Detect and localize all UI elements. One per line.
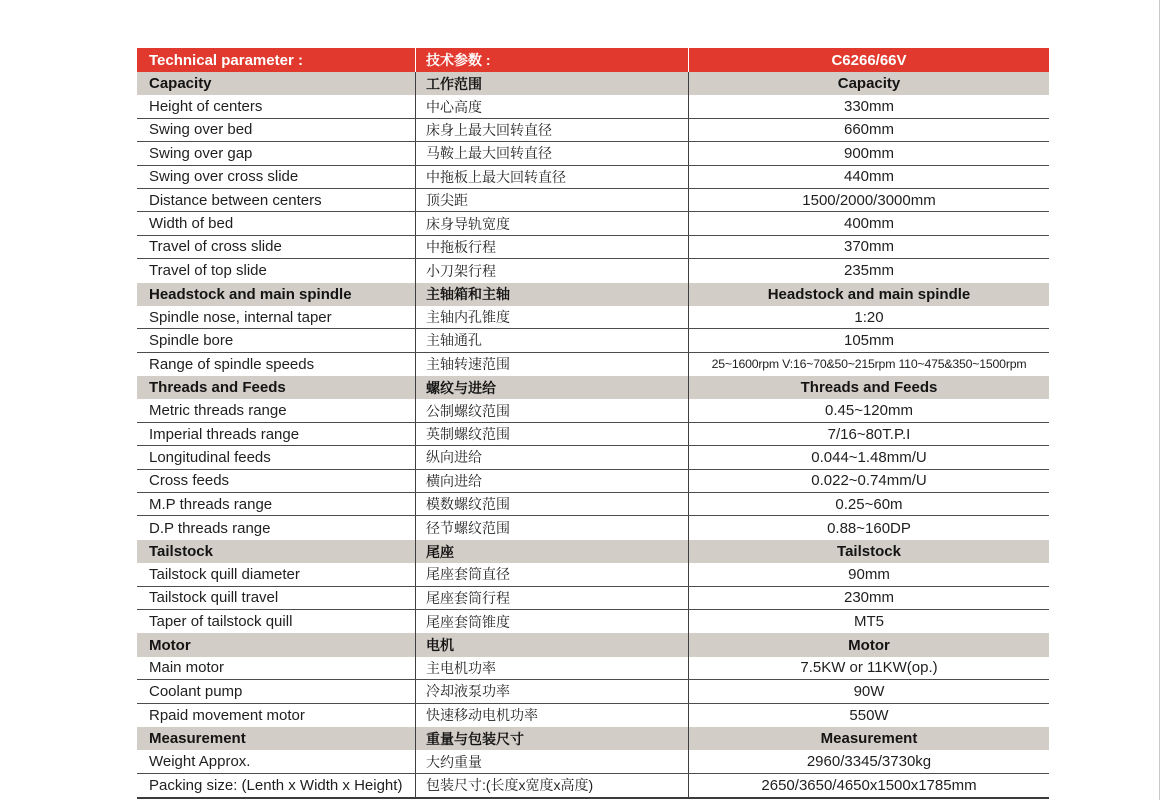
section-row bbox=[137, 540, 1049, 563]
param-value: 2650/3650/4650x1500x1785mm bbox=[688, 774, 1049, 797]
param-name-en: Longitudinal feeds bbox=[149, 448, 271, 466]
table-row bbox=[137, 704, 1049, 727]
param-value: 7/16~80T.P.I bbox=[688, 423, 1049, 445]
param-name-cn: 工作范围 bbox=[415, 72, 688, 95]
param-name-cn: 大约重量 bbox=[415, 750, 688, 772]
param-value: Threads and Feeds bbox=[688, 376, 1049, 399]
param-name-en: Swing over bed bbox=[149, 121, 253, 139]
section-row bbox=[137, 72, 1049, 95]
param-name-cn: 尾座套筒行程 bbox=[415, 587, 688, 609]
param-name-cn: 床身导轨宽度 bbox=[415, 212, 688, 234]
param-name-en: Swing over cross slide bbox=[149, 168, 299, 186]
param-name-cn: 主轴通孔 bbox=[415, 329, 688, 351]
table-row bbox=[137, 587, 1049, 610]
param-value: 235mm bbox=[688, 259, 1049, 282]
param-name-en: Threads and Feeds bbox=[149, 379, 286, 397]
param-name-cn: 小刀架行程 bbox=[415, 259, 688, 282]
param-name-en: Packing size: (Lenth x Width x Height) bbox=[149, 776, 403, 794]
table-row bbox=[137, 259, 1049, 282]
header-col-model: C6266/66V bbox=[688, 48, 1049, 72]
param-value: 2960/3345/3730kg bbox=[688, 750, 1049, 772]
page-edge-line bbox=[1159, 0, 1160, 800]
param-name-en: Coolant pump bbox=[149, 682, 243, 700]
param-value: 0.044~1.48mm/U bbox=[688, 446, 1049, 468]
table-row bbox=[137, 212, 1049, 235]
param-value: 0.45~120mm bbox=[688, 399, 1049, 421]
param-name-en: Taper of tailstock quill bbox=[149, 613, 293, 631]
param-name-cn: 床身上最大回转直径 bbox=[415, 119, 688, 141]
table-row bbox=[137, 657, 1049, 680]
param-name-cn: 尾座 bbox=[415, 540, 688, 563]
param-value: 230mm bbox=[688, 587, 1049, 609]
table-row bbox=[137, 95, 1049, 118]
param-value: 330mm bbox=[688, 95, 1049, 117]
section-row bbox=[137, 376, 1049, 399]
param-value: Tailstock bbox=[688, 540, 1049, 563]
param-name-en: Tailstock quill diameter bbox=[149, 565, 300, 583]
param-name-cn: 尾座套筒直径 bbox=[415, 563, 688, 585]
param-name-cn: 模数螺纹范围 bbox=[415, 493, 688, 515]
param-name-cn: 螺纹与进给 bbox=[415, 376, 688, 399]
table-row bbox=[137, 750, 1049, 773]
param-name-en: Imperial threads range bbox=[149, 425, 300, 443]
param-name-cn: 电机 bbox=[415, 633, 688, 656]
table-row bbox=[137, 446, 1049, 469]
param-name-cn: 横向进给 bbox=[415, 470, 688, 492]
table-row bbox=[137, 142, 1049, 165]
param-name-en: Motor bbox=[149, 636, 191, 654]
param-value: 550W bbox=[688, 704, 1049, 727]
param-name-cn: 主轴内孔锥度 bbox=[415, 306, 688, 328]
param-value: 660mm bbox=[688, 119, 1049, 141]
param-value: MT5 bbox=[688, 610, 1049, 633]
param-name-cn: 重量与包装尺寸 bbox=[415, 727, 688, 750]
param-name-cn: 中拖板上最大回转直径 bbox=[415, 166, 688, 188]
param-value: 400mm bbox=[688, 212, 1049, 234]
param-name-cn: 主轴箱和主轴 bbox=[415, 283, 688, 306]
table-row bbox=[137, 563, 1049, 586]
param-name-en: Travel of cross slide bbox=[149, 238, 282, 256]
table-row bbox=[137, 119, 1049, 142]
table-row bbox=[137, 236, 1049, 259]
table-row bbox=[137, 353, 1049, 376]
table-row bbox=[137, 516, 1049, 539]
param-name-cn: 顶尖距 bbox=[415, 189, 688, 211]
param-value: 0.022~0.74mm/U bbox=[688, 470, 1049, 492]
param-name-en: Tailstock quill travel bbox=[149, 589, 279, 607]
param-name-cn: 主轴转速范围 bbox=[415, 353, 688, 376]
table-header-row bbox=[137, 48, 1049, 72]
param-value: Measurement bbox=[688, 727, 1049, 750]
param-name-cn: 径节螺纹范围 bbox=[415, 516, 688, 539]
param-name-cn: 中心高度 bbox=[415, 95, 688, 117]
param-name-cn: 尾座套筒锥度 bbox=[415, 610, 688, 633]
param-name-en: Spindle nose, internal taper bbox=[149, 308, 332, 326]
table-row bbox=[137, 189, 1049, 212]
param-name-en: D.P threads range bbox=[149, 519, 271, 537]
param-value: 1:20 bbox=[688, 306, 1049, 328]
param-value: Motor bbox=[688, 633, 1049, 656]
header-col-cn: 技术参数 : bbox=[415, 48, 688, 72]
param-name-en: M.P threads range bbox=[149, 495, 273, 513]
table-body bbox=[137, 72, 1049, 797]
table-row bbox=[137, 680, 1049, 703]
param-value: 25~1600rpm V:16~70&50~215rpm 110~475&350~1500rpm bbox=[688, 353, 1049, 376]
table-row bbox=[137, 774, 1049, 797]
table-row bbox=[137, 306, 1049, 329]
param-name-en: Tailstock bbox=[149, 543, 213, 560]
table-row bbox=[137, 399, 1049, 422]
param-value: 900mm bbox=[688, 142, 1049, 164]
param-name-en: Travel of top slide bbox=[149, 262, 267, 280]
header-col-en: Technical parameter : bbox=[149, 51, 303, 69]
param-value: 370mm bbox=[688, 236, 1049, 258]
param-value: 90mm bbox=[688, 563, 1049, 585]
param-value: 0.25~60m bbox=[688, 493, 1049, 515]
param-name-cn: 中拖板行程 bbox=[415, 236, 688, 258]
param-name-en: Distance between centers bbox=[149, 191, 322, 209]
param-name-cn: 冷却液泵功率 bbox=[415, 680, 688, 702]
param-value: 440mm bbox=[688, 166, 1049, 188]
table-row bbox=[137, 166, 1049, 189]
param-name-en: Headstock and main spindle bbox=[149, 285, 352, 303]
param-name-cn: 纵向进给 bbox=[415, 446, 688, 468]
param-value: 7.5KW or 11KW(op.) bbox=[688, 657, 1049, 679]
table-row bbox=[137, 493, 1049, 516]
param-name-cn: 公制螺纹范围 bbox=[415, 399, 688, 421]
table-row bbox=[137, 423, 1049, 446]
section-row bbox=[137, 633, 1049, 656]
param-name-en: Weight Approx. bbox=[149, 753, 251, 771]
param-name-en: Height of centers bbox=[149, 98, 263, 116]
param-name-cn: 主电机功率 bbox=[415, 657, 688, 679]
param-value: 105mm bbox=[688, 329, 1049, 351]
param-name-en: Swing over gap bbox=[149, 144, 253, 162]
table-row bbox=[137, 329, 1049, 352]
param-name-en: Cross feeds bbox=[149, 472, 230, 490]
param-value: 1500/2000/3000mm bbox=[688, 189, 1049, 211]
table-row bbox=[137, 470, 1049, 493]
param-name-cn: 快速移动电机功率 bbox=[415, 704, 688, 727]
param-name-en: Measurement bbox=[149, 730, 246, 748]
param-name-cn: 马鞍上最大回转直径 bbox=[415, 142, 688, 164]
param-name-en: Range of spindle speeds bbox=[149, 355, 315, 373]
table-row bbox=[137, 610, 1049, 633]
param-name-en: Spindle bore bbox=[149, 331, 234, 349]
param-value: Headstock and main spindle bbox=[688, 283, 1049, 306]
section-row bbox=[137, 727, 1049, 750]
param-name-en: Main motor bbox=[149, 659, 225, 677]
param-name-en: Capacity bbox=[149, 75, 212, 93]
param-value: 90W bbox=[688, 680, 1049, 702]
param-name-cn: 包装尺寸:(长度x宽度x高度) bbox=[415, 774, 688, 797]
param-name-en: Rpaid movement motor bbox=[149, 706, 305, 724]
section-row bbox=[137, 283, 1049, 306]
param-name-en: Width of bed bbox=[149, 215, 234, 233]
param-name-en: Metric threads range bbox=[149, 402, 287, 420]
param-value: 0.88~160DP bbox=[688, 516, 1049, 539]
param-name-cn: 英制螺纹范围 bbox=[415, 423, 688, 445]
param-value: Capacity bbox=[688, 72, 1049, 95]
spec-table bbox=[137, 48, 1049, 799]
